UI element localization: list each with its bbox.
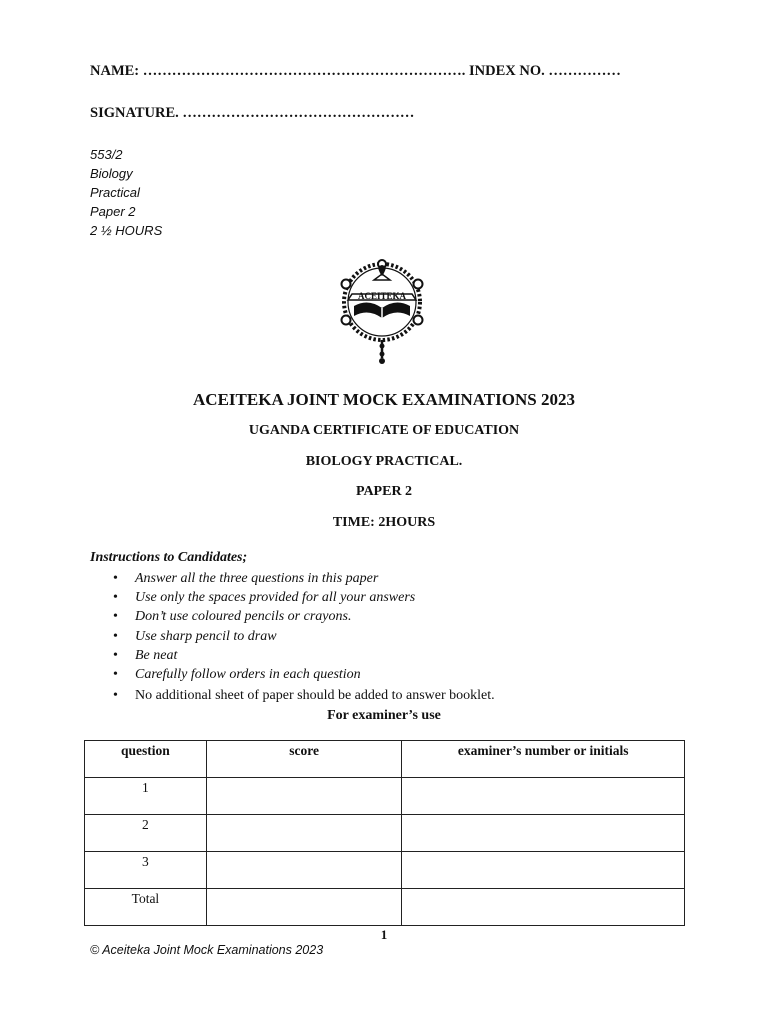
- instruction-text: Don’t use coloured pencils or crayons.: [135, 609, 352, 625]
- examiner-cell[interactable]: [402, 852, 685, 889]
- aceiteka-logo: [334, 254, 430, 366]
- score-cell[interactable]: [206, 852, 402, 889]
- subject-title: BIOLOGY PRACTICAL.: [305, 454, 463, 469]
- table-row: [85, 852, 685, 889]
- bullet-icon: •: [113, 590, 118, 606]
- instruction-text: Use only the spaces provided for all your answers: [135, 590, 416, 606]
- instruction-text: Use sharp pencil to draw: [135, 628, 277, 644]
- score-cell[interactable]: [206, 815, 402, 852]
- instruction-item: [90, 686, 495, 705]
- score-cell[interactable]: [206, 889, 402, 926]
- bullet-icon: •: [113, 647, 118, 663]
- paper-type: Practical: [90, 185, 140, 200]
- score-cell[interactable]: [206, 778, 402, 815]
- instruction-item: [90, 646, 495, 665]
- examiner-score-table: [84, 740, 685, 926]
- examiner-cell[interactable]: [402, 815, 685, 852]
- instructions-list: [90, 569, 495, 705]
- certificate-title: UGANDA CERTIFICATE OF EDUCATION: [248, 423, 520, 438]
- page-number: 1: [380, 927, 388, 942]
- signature-line: SIGNATURE. …………………………………………: [90, 105, 415, 121]
- table-row: [85, 778, 685, 815]
- instruction-item: [90, 607, 495, 626]
- time-title: TIME: 2HOURS: [332, 515, 436, 530]
- question-cell: 1: [85, 778, 207, 815]
- paper-details: [90, 145, 162, 240]
- instruction-text: Be neat: [135, 647, 178, 663]
- instruction-text: Carefully follow orders in each question: [135, 666, 361, 682]
- table-header-row: [85, 741, 685, 778]
- instruction-text: No additional sheet of paper should be added to answer booklet.: [135, 688, 495, 704]
- table-row: [85, 815, 685, 852]
- paper-subject: Biology: [90, 166, 133, 181]
- instruction-item: [90, 627, 495, 646]
- name-index-line: NAME: …………………………………………………………. INDEX NO. ……………: [90, 63, 621, 79]
- instructions-heading: Instructions to Candidates;: [90, 550, 248, 565]
- column-header-examiner: examiner’s number or initials: [402, 741, 685, 778]
- paper-number: Paper 2: [90, 204, 136, 219]
- instruction-item: [90, 665, 495, 684]
- column-header-question: question: [85, 741, 207, 778]
- bullet-icon: •: [113, 609, 118, 625]
- aceiteka-crest-icon: [334, 254, 430, 366]
- paper-duration: 2 ½ HOURS: [90, 223, 163, 238]
- examiner-cell[interactable]: [402, 778, 685, 815]
- instruction-text: Answer all the three questions in this paper: [135, 571, 379, 586]
- paper-title: PAPER 2: [355, 484, 413, 499]
- exam-title: ACEITEKA JOINT MOCK EXAMINATIONS 2023: [193, 390, 575, 409]
- examiner-use-heading: For examiner’s use: [327, 708, 441, 723]
- bullet-icon: •: [113, 666, 118, 682]
- question-cell: 2: [85, 815, 207, 852]
- copyright-footer: © Aceiteka Joint Mock Examinations 2023: [90, 943, 324, 957]
- bullet-icon: •: [113, 628, 118, 644]
- table-row-total: [85, 889, 685, 926]
- total-cell: Total: [85, 889, 207, 926]
- examiner-cell[interactable]: [402, 889, 685, 926]
- paper-code: 553/2: [90, 147, 123, 162]
- question-cell: 3: [85, 852, 207, 889]
- instruction-item: [90, 569, 495, 588]
- logo-text: ACEITEKA: [357, 291, 407, 301]
- instruction-item: [90, 588, 495, 607]
- column-header-score: score: [206, 741, 402, 778]
- bullet-icon: •: [113, 571, 118, 586]
- bullet-icon: •: [113, 688, 118, 704]
